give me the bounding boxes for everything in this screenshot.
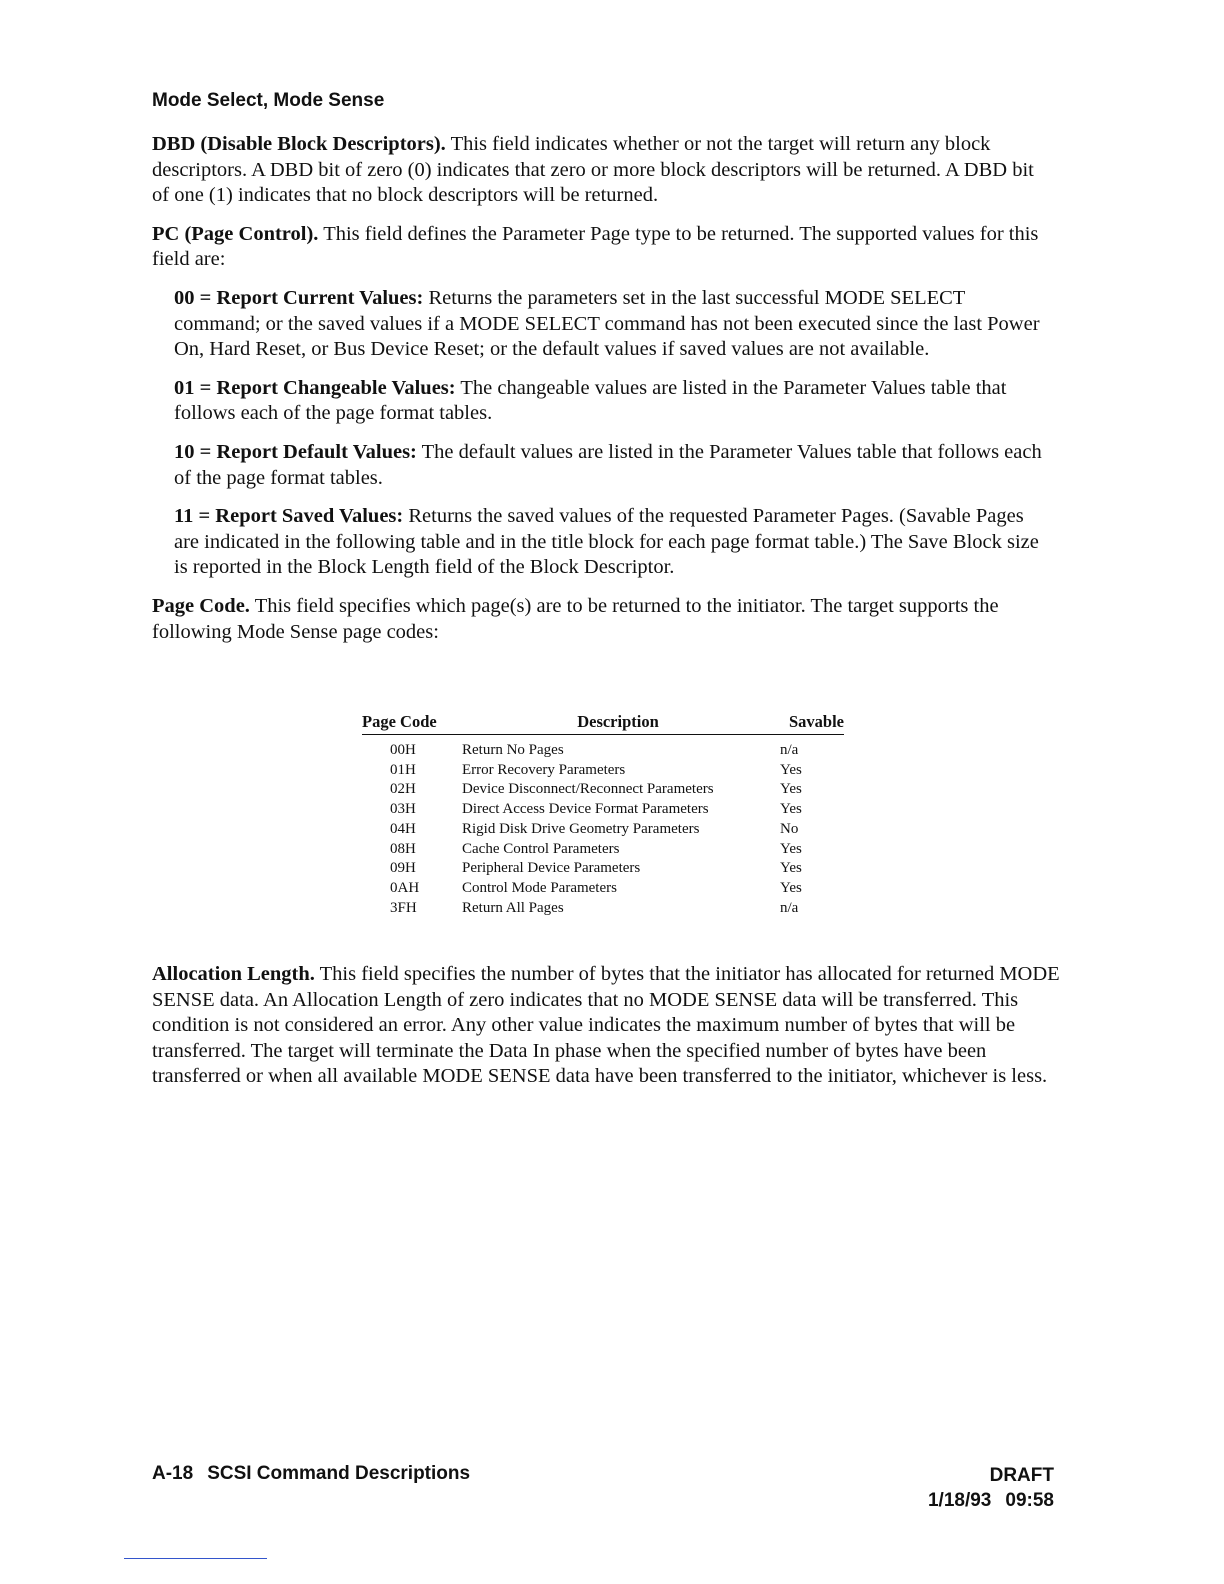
description-cell: Return All Pages (462, 899, 564, 916)
pc-value-text: Returns the parameters set in the last successful MODE SELECT command; or the saved values if a MODE SELECT command has not been executed since the last Power On, Hard Reset, or Bus Device Reset; or the default values if saved values are not available. (174, 286, 1040, 361)
table-row (362, 735, 844, 761)
pc-value-00 (174, 286, 1052, 363)
page-code-text: This field specifies which page(s) are to be returned to the initiator. The target supports the following Mode Sense page codes: (152, 594, 999, 643)
page-code-cell: 02H (390, 781, 416, 798)
footer-datetime (928, 1488, 1054, 1513)
pc-value-term: 11 = Report Saved Values: (174, 505, 404, 528)
table-row (362, 859, 844, 879)
savable-cell: Yes (780, 860, 802, 877)
page-number: A-18 (152, 1463, 194, 1484)
description-cell: Control Mode Parameters (462, 879, 617, 896)
table-row (362, 780, 844, 800)
dbd-term: DBD (Disable Block Descriptors). (152, 133, 446, 155)
savable-cell: n/a (780, 742, 799, 758)
table-row (362, 761, 844, 781)
pc-value-text: Returns the saved values of the requested Parameter Pages. (Savable Pages are indicated in the following table and in the title block for each page format table.) The Save Block size is reported in the Block Length field of the Block Descriptor. (174, 505, 1039, 579)
pc-value-text: The changeable values are listed in the Parameter Values table that follows each of the page format tables. (174, 376, 1007, 425)
page-code-cell: 04H (390, 820, 416, 837)
main-body (152, 132, 1052, 658)
allocation-paragraph (152, 962, 1062, 1090)
column-header-page-code: Page Code (362, 712, 462, 735)
pc-value-term: 01 = Report Changeable Values: (174, 376, 456, 399)
table-header-row (362, 712, 844, 735)
description-cell: Peripheral Device Parameters (462, 860, 641, 877)
footer-section-title: SCSI Command Descriptions (207, 1463, 471, 1484)
footer-time: 09:58 (1005, 1490, 1054, 1511)
page-code-table-wrapper (362, 712, 844, 918)
savable-cell: Yes (780, 840, 802, 857)
dbd-paragraph (152, 132, 1052, 209)
allocation-section (152, 962, 1062, 1103)
allocation-term: Allocation Length. (152, 963, 315, 985)
table-row (362, 820, 844, 840)
table-row (362, 899, 844, 919)
savable-cell: Yes (780, 781, 802, 798)
savable-cell: Yes (780, 879, 802, 896)
page-code-cell: 3FH (390, 899, 417, 916)
description-cell: Cache Control Parameters (462, 840, 620, 857)
description-cell: Direct Access Device Format Parameters (462, 801, 709, 818)
page-code-cell: 00H (390, 742, 416, 758)
draft-label: DRAFT (989, 1465, 1054, 1486)
savable-cell: Yes (780, 801, 802, 818)
page-code-cell: 09H (390, 860, 416, 877)
pc-text: This field defines the Parameter Page type to be returned. The supported values for this field are: (152, 222, 1039, 271)
table-row (362, 840, 844, 860)
page-code-cell: 0AH (390, 879, 420, 896)
footer-right (928, 1463, 1054, 1513)
pc-paragraph (152, 222, 1052, 273)
page-code-cell: 01H (390, 761, 416, 778)
allocation-text: This field specifies the number of bytes that the initiator has allocated for returned MODE SENSE data. An Allocation Length of zero indicates that no MODE SENSE data will be transferred. This condition is not considered an error. Any other value indicates the maximum number of bytes that will be transferred. The target will terminate the Data In phase when the specified number of bytes have been transferred or when all available MODE SENSE data have been transferred to the initiator, whichever is less. (152, 963, 1060, 1088)
page-code-term: Page Code. (152, 594, 250, 617)
pc-term: PC (Page Control). (152, 222, 319, 245)
pc-value-11 (174, 504, 1052, 581)
savable-cell: Yes (780, 761, 802, 778)
page-code-cell: 08H (390, 840, 416, 857)
pc-value-text: The default values are listed in the Parameter Values table that follows each of the page format tables. (174, 440, 1042, 489)
table-row (362, 800, 844, 820)
pc-value-10 (174, 440, 1052, 491)
savable-cell: n/a (780, 899, 799, 916)
table-row (362, 879, 844, 899)
page-code-paragraph (152, 594, 1052, 645)
savable-cell: No (780, 820, 799, 837)
page-code-cell: 03H (390, 801, 416, 818)
pc-value-01 (174, 376, 1052, 427)
description-cell: Error Recovery Parameters (462, 761, 626, 778)
description-cell: Rigid Disk Drive Geometry Parameters (462, 820, 700, 837)
footer-left (152, 1463, 470, 1485)
section-title: Mode Select, Mode Sense (152, 90, 385, 111)
pc-value-term: 10 = Report Default Values: (174, 440, 417, 463)
column-header-description: Description (462, 712, 774, 735)
bottom-divider (124, 1558, 267, 1559)
pc-value-term: 00 = Report Current Values: (174, 286, 424, 309)
description-cell: Return No Pages (462, 742, 564, 758)
description-cell: Device Disconnect/Reconnect Parameters (462, 781, 714, 798)
column-header-savable: Savable (774, 712, 844, 735)
dbd-text: This field indicates whether or not the target will return any block descriptors. A DBD bit of zero (0) indicates that zero or more block descriptors will be returned. A DBD bit of one (1) indicates that no block descriptors will be returned. (152, 133, 1034, 207)
footer-date: 1/18/93 (927, 1490, 992, 1511)
page-code-table (362, 712, 844, 918)
